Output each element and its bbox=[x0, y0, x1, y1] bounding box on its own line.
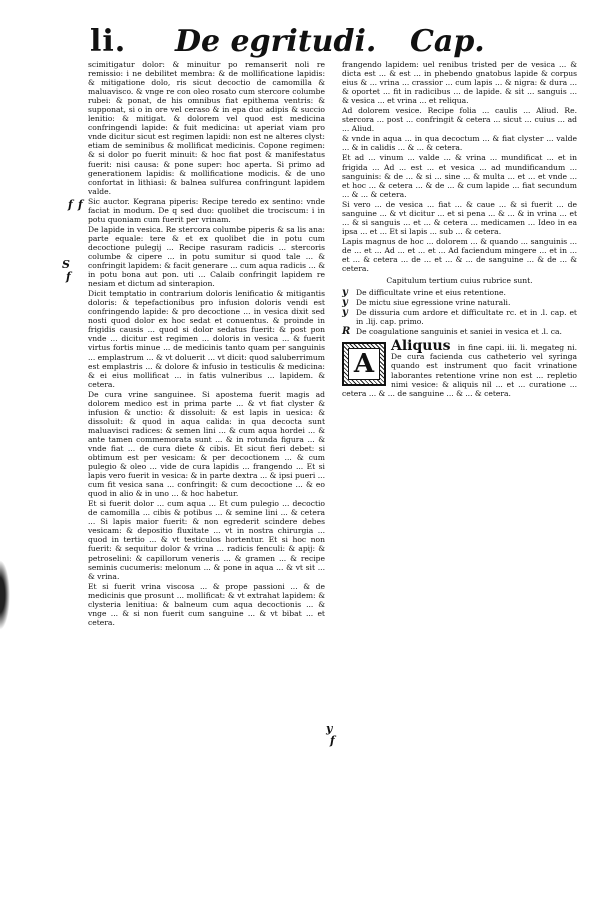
left-column bbox=[88, 60, 325, 627]
chapter-opening bbox=[342, 338, 577, 398]
list-item-text: De mictu siue egressione vrine naturali. bbox=[356, 298, 511, 308]
running-head bbox=[0, 18, 590, 58]
paragraph: Et ad ... vinum ... valde ... & vrina ... mundificat ... et in frigida ... Ad ... est ... et vesica ... ad mundificandum ... sanguinis: & de ... & si ... sine ... & multa ... et ... et vnde ... et hoc ... & cetera ... & de ... & cum lapide ... fiat secundum ... & ... & cetera. bbox=[342, 153, 577, 199]
paragraph: Sic auctor. Kegrana piperis: Recipe teredo ex sentino: vnde faciat in modum. De q sed duo: quolibet die trociscum: i in potu quoniam cum fuerit per vrinam. bbox=[88, 196, 325, 224]
initial-letter: A bbox=[348, 348, 380, 380]
list-item-text: De dissuria cum ardore et difficultate rc. et in .l. cap. et in .lij. cap. primo. bbox=[356, 308, 577, 327]
chapter-rubric: Capitulum tertium cuius rubrice sunt. bbox=[386, 276, 533, 286]
margin-mark: f bbox=[330, 734, 335, 747]
list-item-text: De coagulatione sanguinis et saniei in vesica et .l. ca. bbox=[356, 327, 562, 337]
paragraph: Dicit temptatio in contrarium doloris lenificatio & mitigantis doloris: & tepefactionibus pro infusion doloris vendi est confringendo lapide: & pro decoctione ... in vesica dixit sed nosti quod dolor ex hoc sedat et conuentus. & proinde in frigidis causis ... quod si dolor sedatus fuerit: & post pon vnde ... dicitur est regimen ... doloris in vesica ... & fuerit virtus fortis minue ... de medicinis tanto quam per sanguinis ... emplastrum ... & vt doluerit ... vt dicit: quod saluberrimum est emplastris ... & dolore & infusio in testiculis & medicina: & ei eius mollificat ... in fatis vulneribus ... lapidem. & cetera. bbox=[88, 289, 325, 389]
list-item bbox=[342, 327, 577, 336]
list-item bbox=[342, 308, 577, 326]
margin-mark: f bbox=[68, 198, 73, 211]
running-title: De egritudi. bbox=[175, 24, 377, 59]
margin-mark: f bbox=[66, 270, 71, 283]
chapter-first-word: Aliquus bbox=[391, 338, 451, 355]
scan-edge-shadow bbox=[0, 560, 10, 630]
paragraph: Si vero ... de vesica ... fiat ... & caue ... & si fuerit ... de sanguine ... & vt dicitur ... et si pena ... & ... & in vrina ... et ... & si sanguis ... et ... & cetera ... medicamen ... Ideo in ea ipsa ... et ... Et si lapis ... sub ... & cetera. bbox=[342, 199, 577, 236]
paragraph: Et si fuerit vrina viscosa ... & prope passioni ... & de medicinis que prosunt ... mollificat: & vt extrahat lapidem: & clysteria lenitiua: & balneum cum aqua decoctionis ... & vnge ... & si non fuerit cum sanguine ... & vt bibat ... et cetera. bbox=[88, 581, 325, 627]
list-item-text: De difficultate vrine et eius retentione. bbox=[356, 288, 506, 298]
decorated-initial bbox=[342, 342, 386, 386]
chapter-heading: Cap. bbox=[410, 24, 485, 59]
list-item bbox=[342, 288, 577, 297]
list-marker: y bbox=[342, 307, 348, 319]
margin-mark: y bbox=[326, 722, 333, 735]
margin-mark: f bbox=[78, 198, 83, 211]
paragraph: Et si fuerit dolor ... cum aqua ... Et cum pulegio ... decoctio de camomilla ... cibis & potibus ... & semine lini ... & cetera ... Si lapis maior fuerit: & non egrederit scindere debes vesicam: & depositio fluxitate ... vt in nostra chirurgia ... quod in tertio ... & vt testiculos hortentur. Et si hoc non fuerit: & sequitur dolor & vrina ... radicis fenculi: & apij: & petroselini: & capillorum veneris ... & gramen ... & recipe seminis cucumeris: melonum ... & pone in aqua ... & vt sit ... & vrina. bbox=[88, 499, 325, 581]
margin-mark: S bbox=[62, 258, 70, 271]
paragraph: frangendo lapidem: uel renibus tristed per de vesica ... & dicta est ... & est ... in phebendo gnatobus lapide & corpus eius & ... vrina ... crassior ... cum lapis ... & nigra: & dura ... & oportet ... fit in radicibus ... de lapide. & sit ... sanguis ... & vesica ... et vrina ... et reliqua. bbox=[342, 60, 577, 106]
right-column bbox=[342, 60, 577, 398]
paragraph: Lapis magnus de hoc ... dolorem ... & quando ... sanguinis ... de ... et ... Ad ... et ... et ... Ad faciendum mingere ... et in ... et ... & cetera ... de ... et ... & ... de sanguine ... & de ... & cetera. bbox=[342, 236, 577, 274]
folio-number: li. bbox=[90, 24, 127, 59]
paragraph: De cura vrine sanguinee. Si apostema fuerit magis ad dolorem medico est in prima parte ... & vt fiat clyster & infusion & unctio: & dissoluit: & est lapis in uesica: & dissoluit: & quod in aqua calida: in qua decocta sunt maluavisci radices: & semen lini ... & cum aqua hordei ... & ante tamen commemorata sunt ... & in rotunda figura ... & vnde fiat ... de cura diete & cibis. Et sicut fieri debet: si obtimum est per vesicam: & per decoctionem ... & cum pulegio & oleo ... vide de cura lapidis ... frangendo ... Et si lapis vero fuerit in vesica: & in parte dextra ... & ipsi pueri ... cum fit vesica sana ... confringit: & cum decoctione ... & eo quod in alio & in uno ... & hoc habetur. bbox=[88, 389, 325, 499]
list-marker: y bbox=[342, 287, 348, 299]
paragraph: De lapide in vesica. Re stercora columbe piperis & sa lis ana: parte equale: tere & et ex quolibet die in potu cum decoctione pulegij ... Recipe rasuram radicis ... stercoris columbe & cipere ... in potu sumitur si quod tale ... & confringit lapidem: & facit generare ... cum aqua radicis ... & in potu bona aut pon. uti ... Calaib confringit lapidem re nesiam et dictum ad sinterapion. bbox=[88, 224, 325, 289]
list-marker: y bbox=[342, 297, 348, 309]
paragraph: & vnde in aqua ... in qua decoctum ... & fiat clyster ... valde ... & in calidis ... & ... & cetera. bbox=[342, 134, 577, 153]
paragraph: scimitigatur dolor: & minuitur po remanserit noli re remissio: i ne debilitet membra: & de mollificatione lapidis: & mitigatione dolo, ris sicut decoctio de camomilla & maluavisco. & vnge re con oleo rosato cum stercore columbe rubei: & ponat, de his omnibus fiat epithema ventris: & supponat, si o in ore vel ceraso & in epa duc adipis & succio lenitio: & mitigat. & dolorem vel quod est medicina confringendi lapide: & fuit medicina: ut aperiat viam pro vnde dicitur sicut est regimen lapidi: non est ne alteres clyst: etiam de seminibus & mollificat medicinis. Copone regimen: & si dolor po fuerit minuit: & hoc fiat post & manifestatus fuerit: nisi causa: & pone super: hoc aperta. Si primo ad generationem lapidis: & mollificatione modicis. & de uno confortat in lithiasi: & balnea sulfurea confringunt lapidem valde. bbox=[88, 60, 325, 196]
paragraph: Ad dolorem vesice. Recipe folia ... caulis ... Aliud. Re. stercora ... post ... confringit & cetera ... sicut ... cuius ... ad ... Aliud. bbox=[342, 106, 577, 134]
rubric-list bbox=[342, 288, 577, 336]
chapter-opening-text: in fine capi. iii. li. megateg ni. De cura facienda cus catheterio vel syringa quando est instrument quo facit vrinatione laborantes retentione vrine non est ... repletio nimi vesice: & aliquis nil ... et ... curatione ... cetera ... & ... de sanguine ... & ... & cetera. bbox=[342, 343, 577, 398]
list-item bbox=[342, 298, 577, 307]
list-marker: R bbox=[342, 326, 351, 338]
